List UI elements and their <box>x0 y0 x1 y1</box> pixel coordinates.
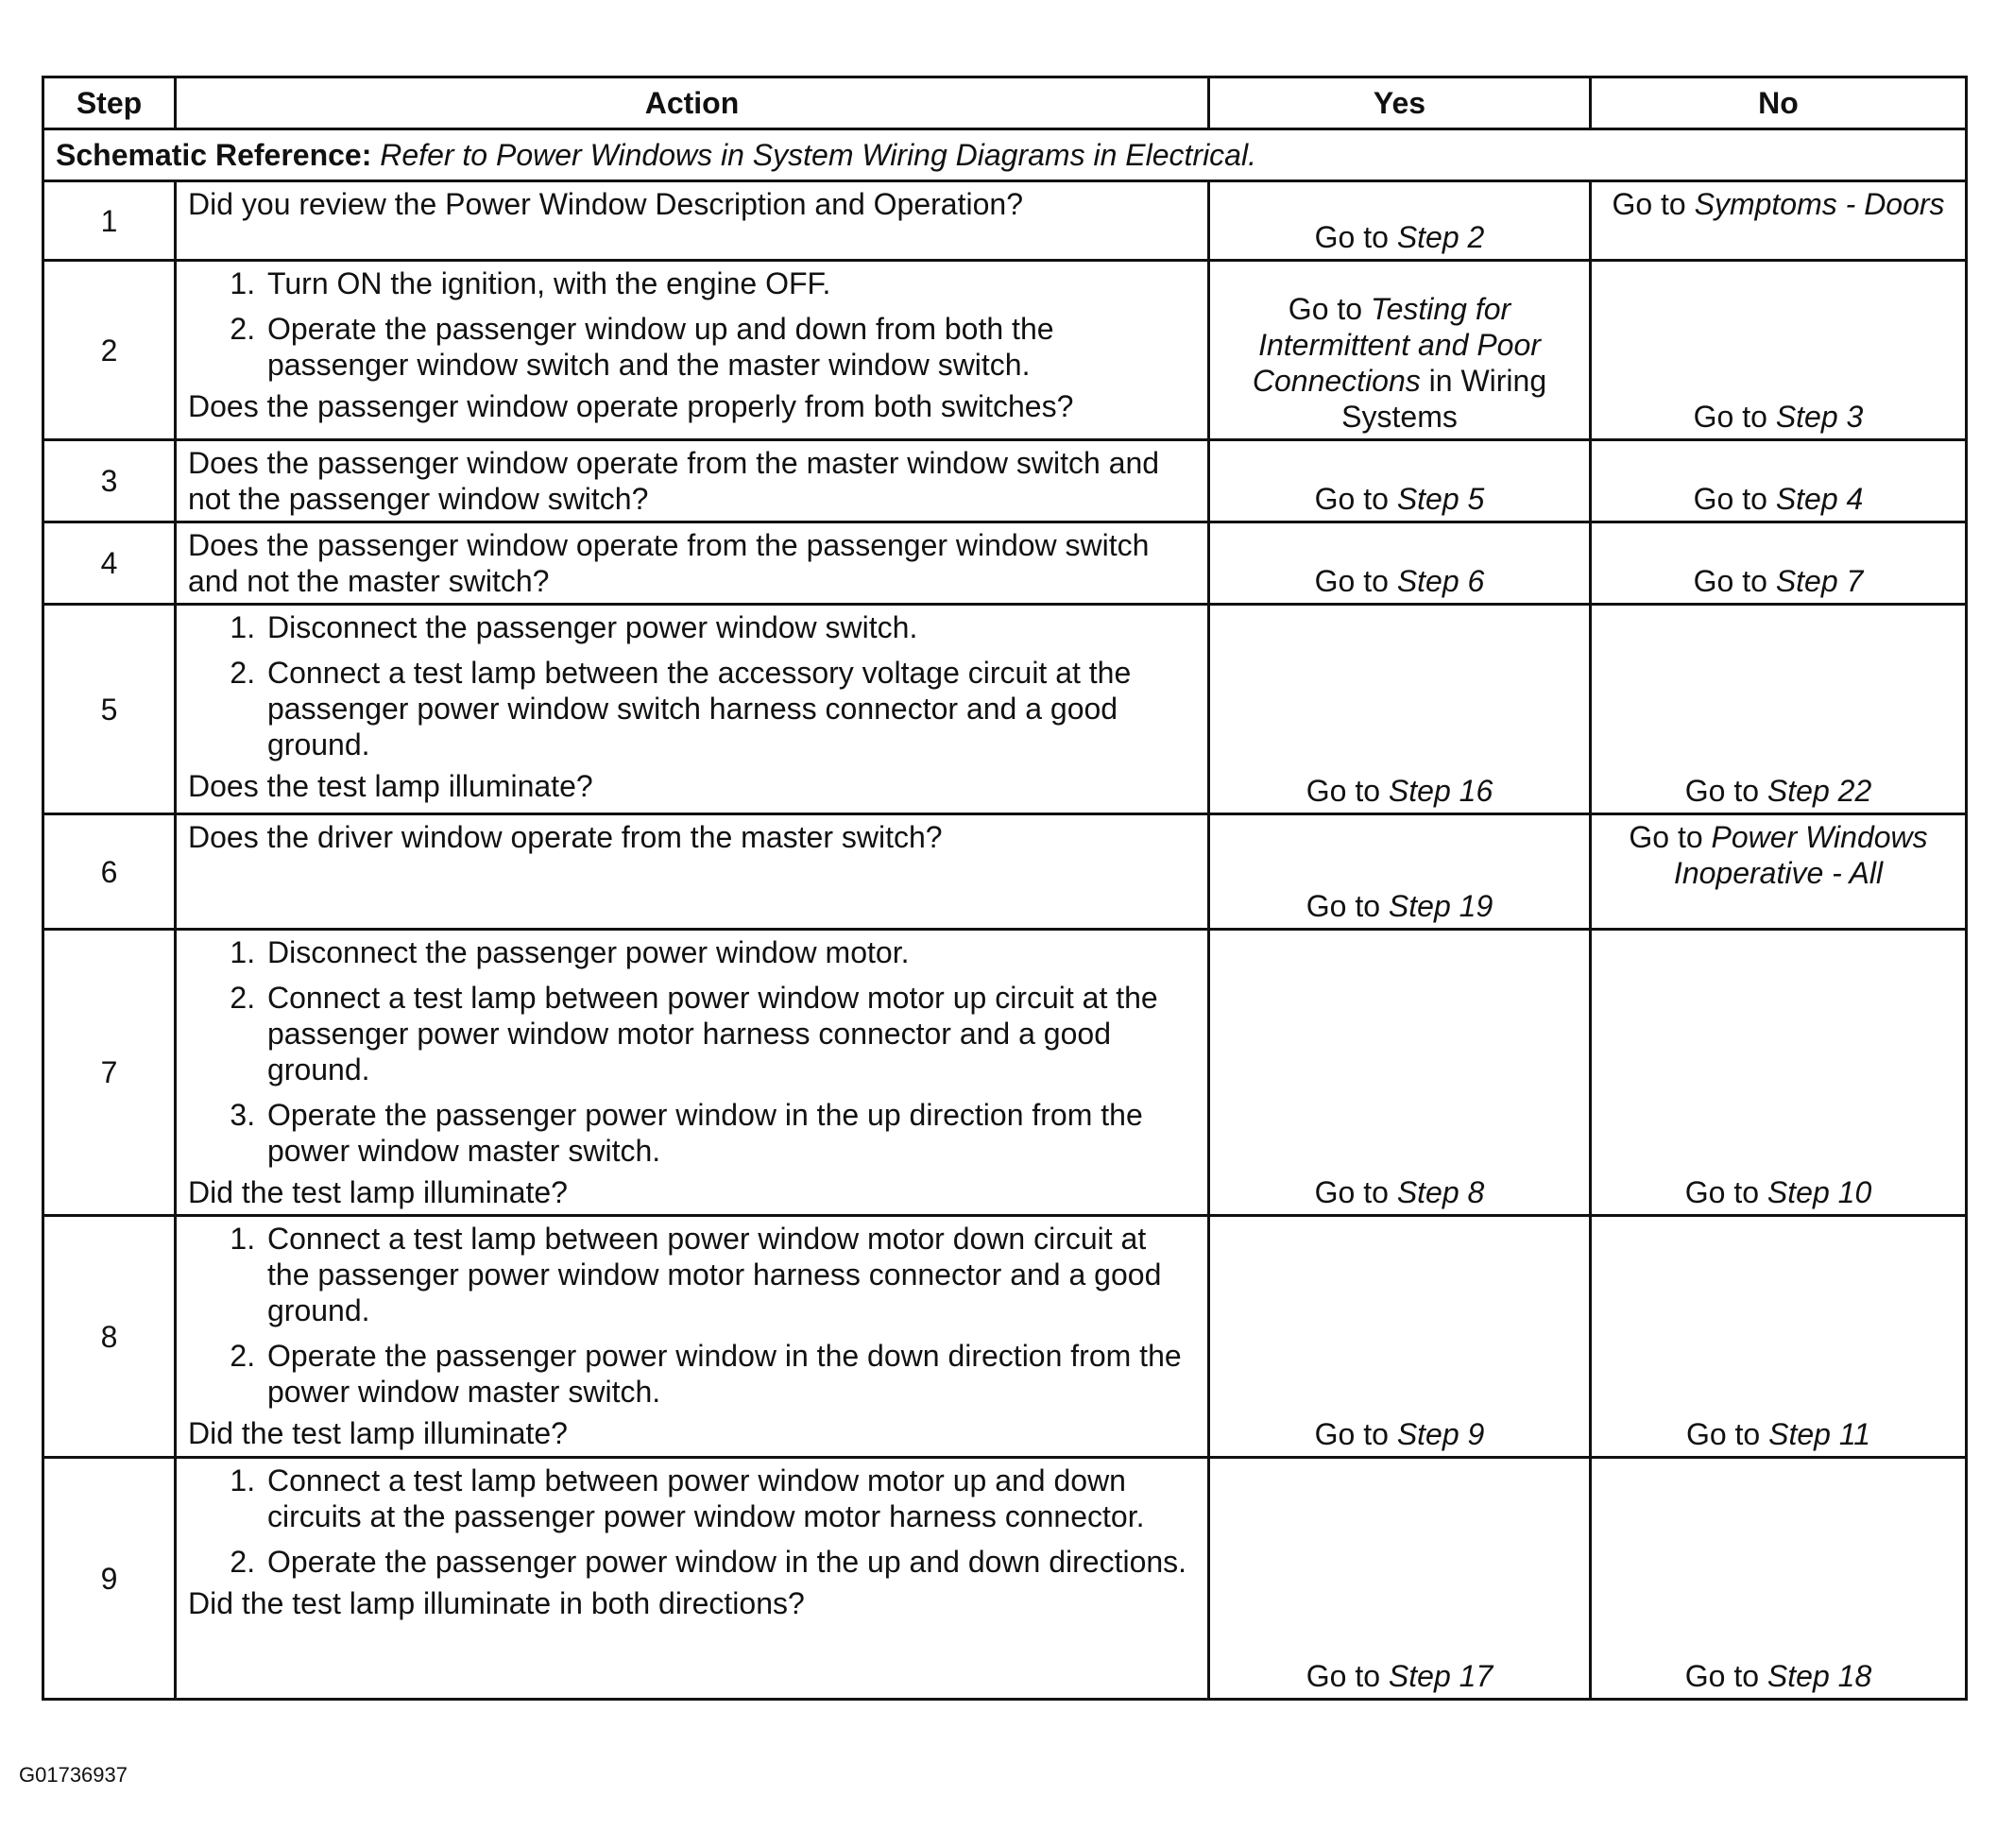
no-answer-cell <box>1591 605 1967 814</box>
schematic-reference-row <box>43 129 1967 181</box>
header-no: No <box>1591 77 1967 129</box>
no-answer-cell <box>1591 814 1967 930</box>
yes-target-link[interactable]: Step 6 <box>1396 564 1485 598</box>
yes-target-link[interactable]: Step 17 <box>1388 1659 1493 1693</box>
table-row <box>43 814 1967 930</box>
action-steps-list <box>188 265 1196 383</box>
yes-target-link[interactable]: Step 8 <box>1396 1175 1485 1209</box>
action-step-item: 1. Connect a test lamp between power window motor up and down circuits at the passenger power window motor harness connector. <box>264 1463 1196 1534</box>
action-steps-list <box>188 609 1196 762</box>
yes-target-link[interactable]: Step 19 <box>1388 889 1493 923</box>
diagnostic-table <box>42 76 1968 1701</box>
table-row <box>43 930 1967 1216</box>
action-step-item: 2. Connect a test lamp between power window motor up circuit at the passenger power window motor harness connector and a good ground. <box>264 980 1196 1087</box>
yes-target-link[interactable]: Testing for Intermittent and Poor Connections <box>1252 292 1541 398</box>
yes-go-to-text: Go to <box>1314 220 1389 254</box>
no-target-link[interactable]: Power Windows Inoperative - All <box>1673 820 1928 890</box>
yes-target-link[interactable]: Step 9 <box>1396 1417 1485 1451</box>
step-number: 9 <box>43 1458 176 1700</box>
action-steps-list <box>188 1221 1196 1410</box>
step-number: 6 <box>43 814 176 930</box>
action-cell <box>176 522 1209 605</box>
step-number: 8 <box>43 1216 176 1458</box>
action-step-item: 2. Connect a test lamp between the accessory voltage circuit at the passenger power window switch harness connector and a good ground. <box>264 655 1196 762</box>
no-go-to-text: Go to <box>1684 774 1760 808</box>
action-cell <box>176 814 1209 930</box>
table-row <box>43 1216 1967 1458</box>
action-step-item: 2. Operate the passenger power window in the up and down directions. <box>264 1544 1196 1580</box>
action-cell <box>176 440 1209 522</box>
yes-go-to-text: Go to <box>1314 1175 1389 1209</box>
action-cell <box>176 1458 1209 1700</box>
step-number: 1 <box>43 181 176 261</box>
action-question: Does the driver window operate from the master switch? <box>188 820 943 854</box>
yes-answer-cell <box>1209 440 1591 522</box>
yes-target-link[interactable]: Step 2 <box>1396 220 1485 254</box>
no-answer-cell <box>1591 930 1967 1216</box>
no-answer-cell <box>1591 181 1967 261</box>
action-question: Did the test lamp illuminate? <box>188 1175 568 1209</box>
step-number: 2 <box>43 261 176 440</box>
no-go-to-text: Go to <box>1685 1417 1761 1451</box>
action-question: Did the test lamp illuminate in both directions? <box>188 1586 805 1620</box>
action-question: Did you review the Power Window Description and Operation? <box>188 187 1023 221</box>
no-target-link[interactable]: Step 7 <box>1775 564 1864 598</box>
action-cell <box>176 930 1209 1216</box>
step-number: 7 <box>43 930 176 1216</box>
yes-go-to-text: Go to <box>1314 482 1389 516</box>
action-steps-list <box>188 934 1196 1169</box>
table-row <box>43 261 1967 440</box>
no-go-to-text: Go to <box>1612 187 1686 221</box>
figure-id: G01736937 <box>19 1763 128 1787</box>
yes-go-to-text: Go to <box>1288 292 1363 326</box>
yes-target-link[interactable]: Step 5 <box>1396 482 1485 516</box>
schematic-reference-label: Schematic Reference: <box>56 138 372 172</box>
yes-answer-cell <box>1209 522 1591 605</box>
action-step-item: 1. Connect a test lamp between power window motor down circuit at the passenger power window motor harness connector and a good ground. <box>264 1221 1196 1328</box>
action-step-item: 3. Operate the passenger power window in the up direction from the power window master switch. <box>264 1097 1196 1169</box>
no-answer-cell <box>1591 1458 1967 1700</box>
table-row <box>43 1458 1967 1700</box>
yes-answer-cell <box>1209 1458 1591 1700</box>
action-question: Does the passenger window operate properly from both switches? <box>188 389 1074 423</box>
action-step-item: 1. Disconnect the passenger power window motor. <box>264 934 1196 970</box>
no-target-link[interactable]: Step 11 <box>1768 1417 1871 1451</box>
yes-target-link[interactable]: Step 16 <box>1388 774 1493 808</box>
no-target-link[interactable]: Symptoms - Doors <box>1694 187 1945 221</box>
table-row <box>43 181 1967 261</box>
step-number: 3 <box>43 440 176 522</box>
table-header-row <box>43 77 1967 129</box>
action-cell <box>176 181 1209 261</box>
yes-target-suffix: in Wiring Systems <box>1341 364 1547 434</box>
yes-answer-cell <box>1209 814 1591 930</box>
action-question: Does the passenger window operate from the passenger window switch and not the master switch? <box>188 528 1150 598</box>
no-go-to-text: Go to <box>1684 1175 1760 1209</box>
no-go-to-text: Go to <box>1693 482 1767 516</box>
no-go-to-text: Go to <box>1693 564 1767 598</box>
no-answer-cell <box>1591 440 1967 522</box>
action-question: Does the passenger window operate from the master window switch and not the passenger window switch? <box>188 446 1160 516</box>
header-step: Step <box>43 77 176 129</box>
action-step-item: 1. Turn ON the ignition, with the engine OFF. <box>264 265 1196 301</box>
yes-go-to-text: Go to <box>1306 774 1381 808</box>
step-number: 5 <box>43 605 176 814</box>
yes-answer-cell <box>1209 1216 1591 1458</box>
action-question: Did the test lamp illuminate? <box>188 1416 568 1450</box>
header-yes: Yes <box>1209 77 1591 129</box>
no-go-to-text: Go to <box>1629 820 1703 854</box>
no-target-link[interactable]: Step 18 <box>1767 1659 1872 1693</box>
no-answer-cell <box>1591 522 1967 605</box>
table-row <box>43 522 1967 605</box>
no-go-to-text: Go to <box>1684 1659 1760 1693</box>
header-action: Action <box>176 77 1209 129</box>
action-step-item: 2. Operate the passenger window up and down from both the passenger window switch and the master window switch. <box>264 311 1196 383</box>
action-step-item: 1. Disconnect the passenger power window switch. <box>264 609 1196 645</box>
yes-go-to-text: Go to <box>1306 1659 1381 1693</box>
schematic-reference <box>43 129 1967 181</box>
no-target-link[interactable]: Step 22 <box>1767 774 1872 808</box>
no-answer-cell <box>1591 1216 1967 1458</box>
action-cell <box>176 605 1209 814</box>
table-row <box>43 440 1967 522</box>
yes-answer-cell <box>1209 261 1591 440</box>
no-answer-cell <box>1591 261 1967 440</box>
no-target-link[interactable]: Step 10 <box>1767 1175 1872 1209</box>
yes-answer-cell <box>1209 930 1591 1216</box>
yes-go-to-text: Go to <box>1314 1417 1389 1451</box>
schematic-reference-text: Refer to Power Windows in System Wiring Diagrams in Electrical. <box>380 138 1256 172</box>
no-go-to-text: Go to <box>1693 400 1767 434</box>
action-steps-list <box>188 1463 1196 1580</box>
table-row <box>43 605 1967 814</box>
yes-go-to-text: Go to <box>1306 889 1381 923</box>
yes-go-to-text: Go to <box>1314 564 1389 598</box>
action-cell <box>176 1216 1209 1458</box>
yes-answer-cell <box>1209 181 1591 261</box>
action-step-item: 2. Operate the passenger power window in the down direction from the power window master switch. <box>264 1338 1196 1410</box>
step-number: 4 <box>43 522 176 605</box>
action-cell <box>176 261 1209 440</box>
no-target-link[interactable]: Step 3 <box>1775 400 1864 434</box>
yes-answer-cell <box>1209 605 1591 814</box>
no-target-link[interactable]: Step 4 <box>1775 482 1864 516</box>
action-question: Does the test lamp illuminate? <box>188 769 593 803</box>
